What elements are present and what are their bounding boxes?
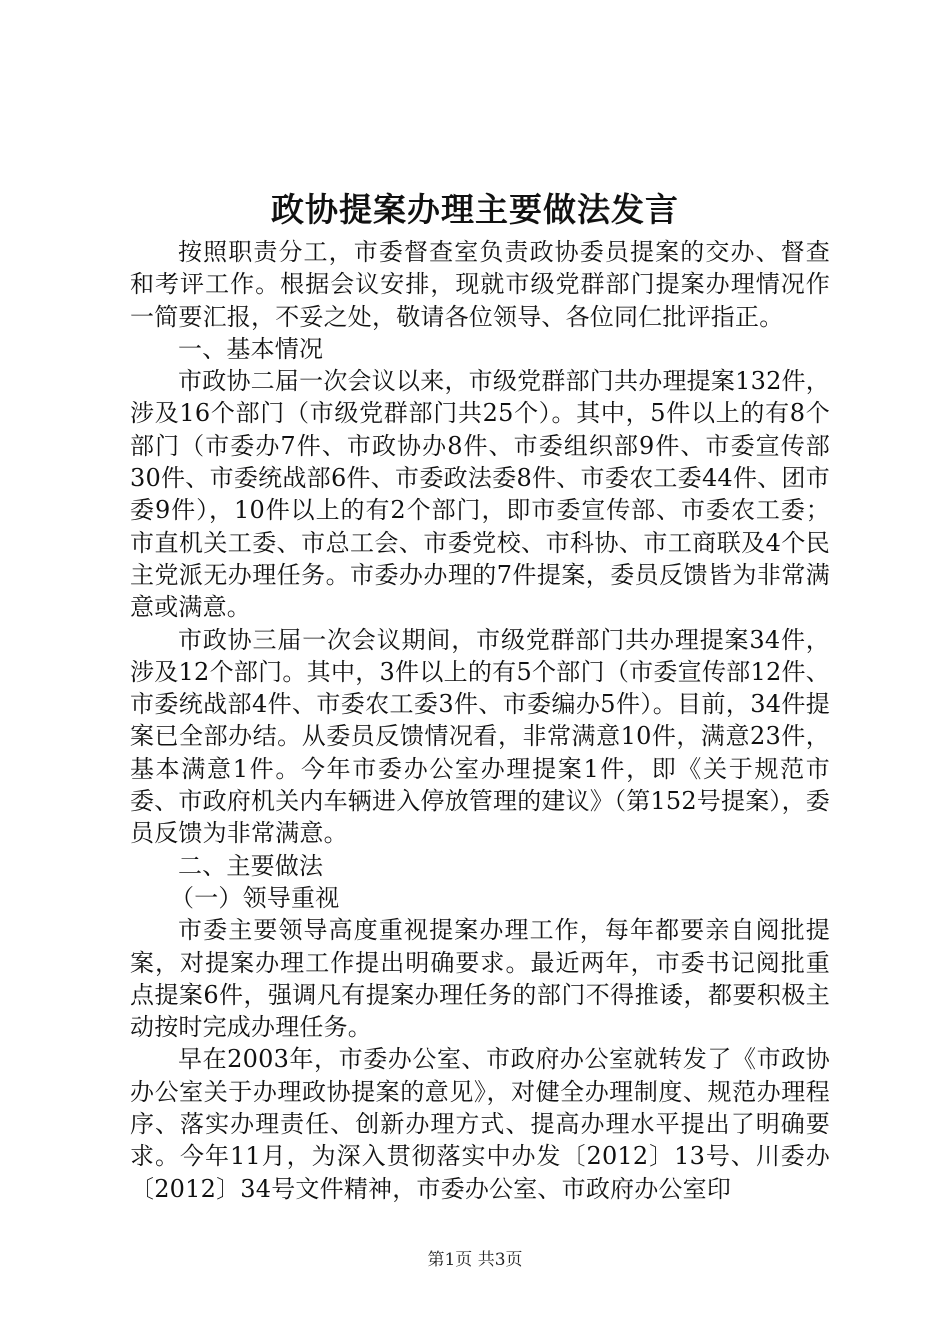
paragraph-leadership-1: 市委主要领导高度重视提案办理工作，每年都要亲自阅批提案，对提案办理工作提出明确要求。最近两年，市委书记阅批重点提案6件，强调凡有提案办理任务的部门不得推诿，都要积极主动按时完成办理任务。 xyxy=(130,916,830,1042)
paragraph-basic-1: 市政协二届一次会议以来，市级党群部门共办理提案132件，涉及16个部门（市级党群部门共25个）。其中，5件以上的有8个部门（市委办7件、市政协办8件、市委组织部9件、市委宣传部30件、市委统战部6件、市委政法委8件、市委农工委44件、团市委9件），10件以上的有2个部门，即市委宣传部、市委农工委；市直机关工委、市总工会、市委党校、市科协、市工商联及4个民主党派无办理任务。市委办办理的7件提案，委员反馈皆为非常满意或满意。 xyxy=(130,367,830,622)
paragraph-intro: 按照职责分工，市委督查室负责政协委员提案的交办、督查和考评工作。根据会议安排，现就市级党群部门提案办理情况作一简要汇报，不妥之处，敬请各位领导、各位同仁批评指正。 xyxy=(130,238,830,331)
section-heading-basic-situation: 一、基本情况 xyxy=(178,334,324,363)
document-title: 政协提案办理主要做法发言 xyxy=(271,190,679,229)
page-number-footer: 第1页 共3页 xyxy=(427,1250,523,1270)
section-heading-main-practices: 二、主要做法 xyxy=(178,851,324,880)
subsection-heading-leadership: （一）领导重视 xyxy=(170,883,340,912)
document-body xyxy=(130,236,830,1205)
paragraph-leadership-2: 早在2003年，市委办公室、市政府办公室就转发了《市政协办公室关于办理政协提案的意见》，对健全办理制度、规范办理程序、落实办理责任、创新办理方式、提高办理水平提出了明确要求。今年11月，为深入贯彻落实中办发〔2012〕13号、川委办〔2012〕34号文件精神，市委办公室、市政府办公室印 xyxy=(130,1045,830,1203)
paragraph-basic-2: 市政协三届一次会议期间，市级党群部门共办理提案34件，涉及12个部门。其中，3件以上的有5个部门（市委宣传部12件、市委统战部4件、市委农工委3件、市委编办5件）。目前，34件提案已全部办结。从委员反馈情况看，非常满意10件，满意23件，基本满意1件。今年市委办公室办理提案1件，即《关于规范市委、市政府机关内车辆进入停放管理的建议》（第152号提案），委员反馈为非常满意。 xyxy=(130,625,831,848)
